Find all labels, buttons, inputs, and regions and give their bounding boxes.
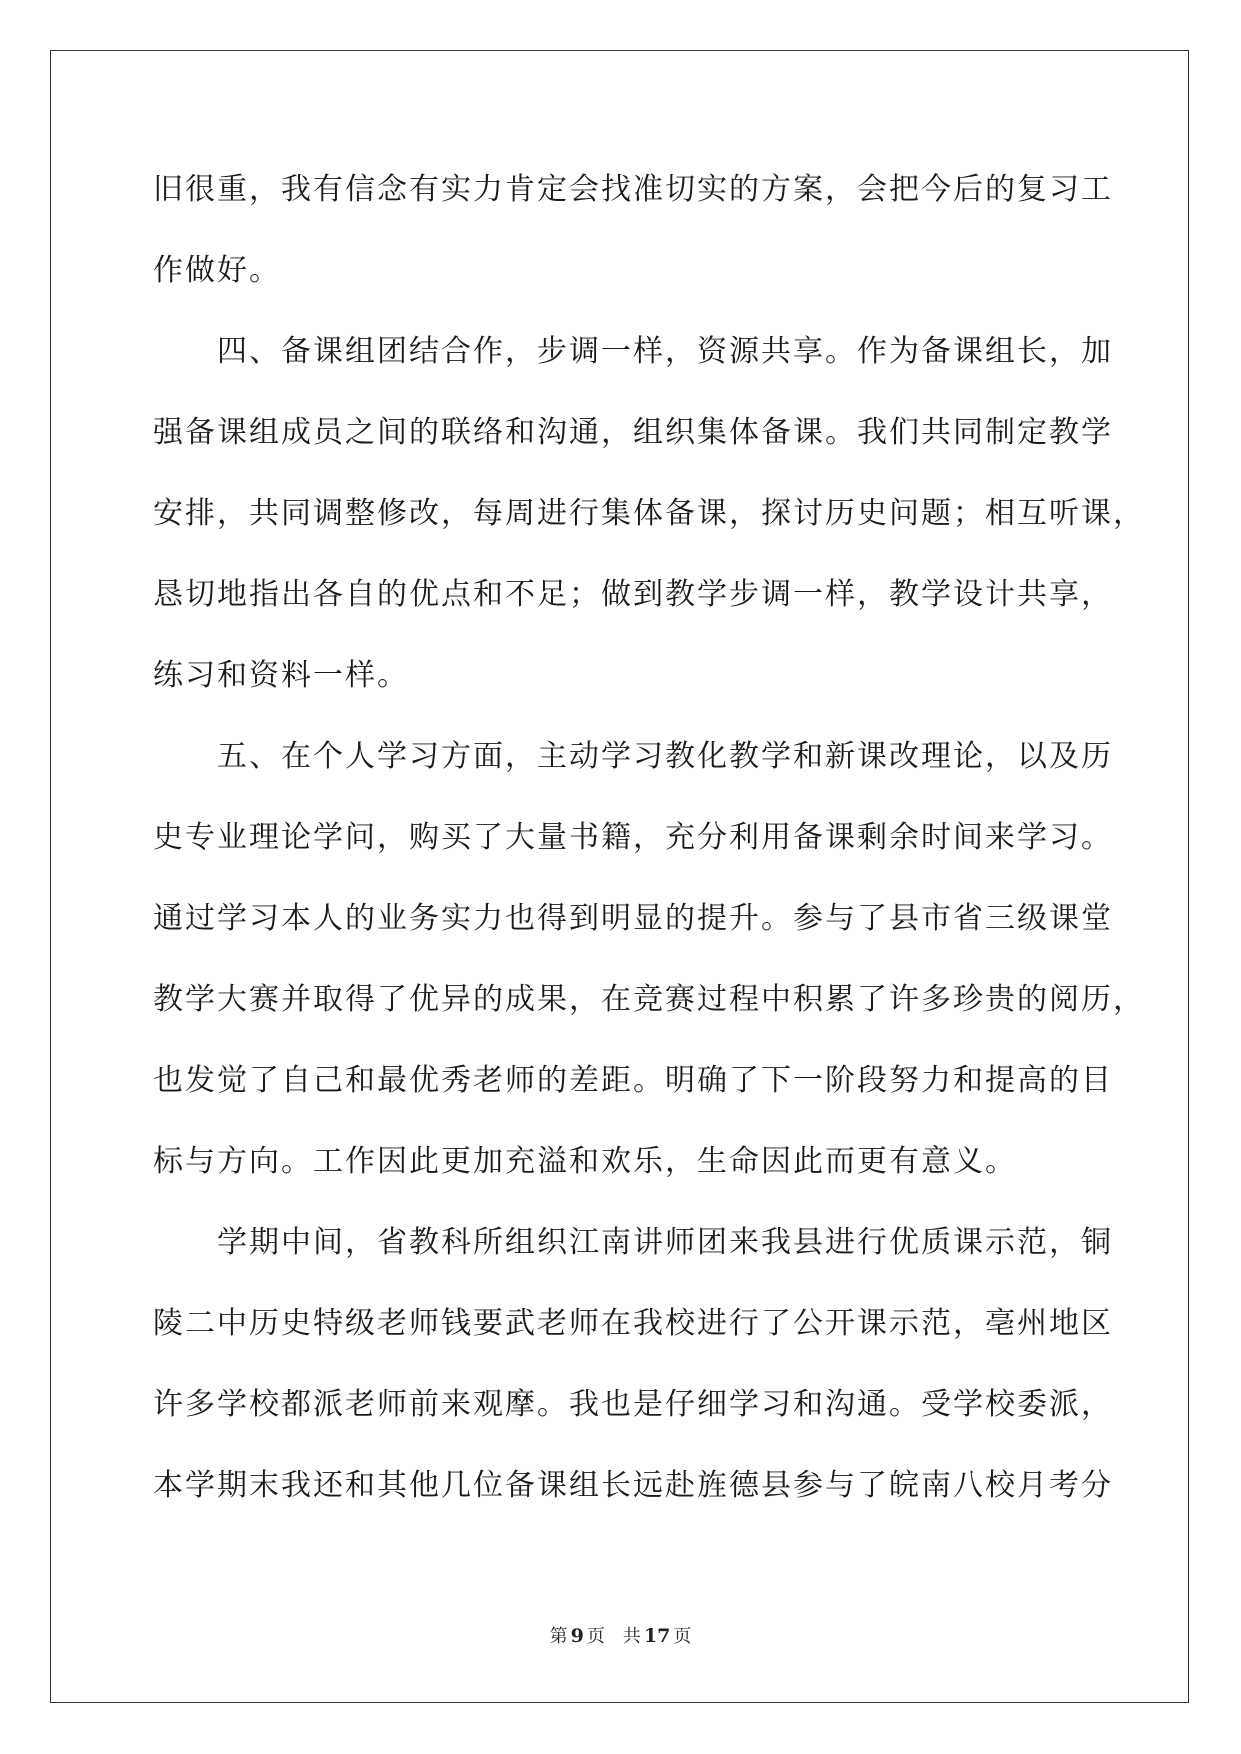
text-line: 恳切地指出各自的优点和不足；做到教学步调一样，教学设计共享， — [153, 577, 1113, 612]
page-prefix: 第 — [549, 1626, 568, 1647]
text-line: 标与方向。工作因此更加充溢和欢乐，生命因此而更有意义。 — [153, 1144, 1017, 1179]
text-line: 教学大赛并取得了优异的成果，在竞赛过程中积累了许多珍贵的阅历， — [153, 982, 1145, 1017]
text-line: 许多学校都派老师前来观摩。我也是仔细学习和沟通。受学校委派， — [153, 1387, 1113, 1422]
total-suffix: 页 — [673, 1626, 692, 1647]
text-line: 史专业理论学问，购买了大量书籍，充分利用备课剩余时间来学习。 — [153, 820, 1113, 855]
page-suffix: 页 — [586, 1626, 605, 1647]
text-line: 陵二中历史特级老师钱要武老师在我校进行了公开课示范，亳州地区 — [153, 1306, 1113, 1341]
text-line: 旧很重，我有信念有实力肯定会找准切实的方案，会把今后的复习工 — [153, 172, 1113, 207]
total-prefix: 共 — [622, 1626, 641, 1647]
text-line: 通过学习本人的业务实力也得到明显的提升。参与了县市省三级课堂 — [153, 901, 1113, 936]
text-line: 练习和资料一样。 — [153, 658, 409, 693]
document-body — [153, 155, 1145, 1532]
text-line: 作做好。 — [153, 253, 281, 288]
text-line: 本学期末我还和其他几位备课组长远赴旌德县参与了皖南八校月考分 — [153, 1468, 1113, 1503]
total-page-count: 17 — [643, 1625, 671, 1647]
paragraph-start-line: 五、在个人学习方面，主动学习教化教学和新课改理论，以及历 — [217, 739, 1113, 774]
text-line: 安排，共同调整修改，每周进行集体备课，探讨历史问题；相互听课， — [153, 496, 1145, 531]
paragraph-start-line: 学期中间，省教科所组织江南讲师团来我县进行优质课示范，铜 — [217, 1225, 1113, 1260]
current-page-number: 9 — [570, 1625, 584, 1647]
paragraph-start-line: 四、备课组团结合作，步调一样，资源共享。作为备课组长，加 — [217, 334, 1113, 369]
page-footer — [0, 1622, 1241, 1648]
text-line: 强备课组成员之间的联络和沟通，组织集体备课。我们共同制定教学 — [153, 415, 1113, 450]
text-line: 也发觉了自己和最优秀老师的差距。明确了下一阶段努力和提高的目 — [153, 1063, 1113, 1098]
